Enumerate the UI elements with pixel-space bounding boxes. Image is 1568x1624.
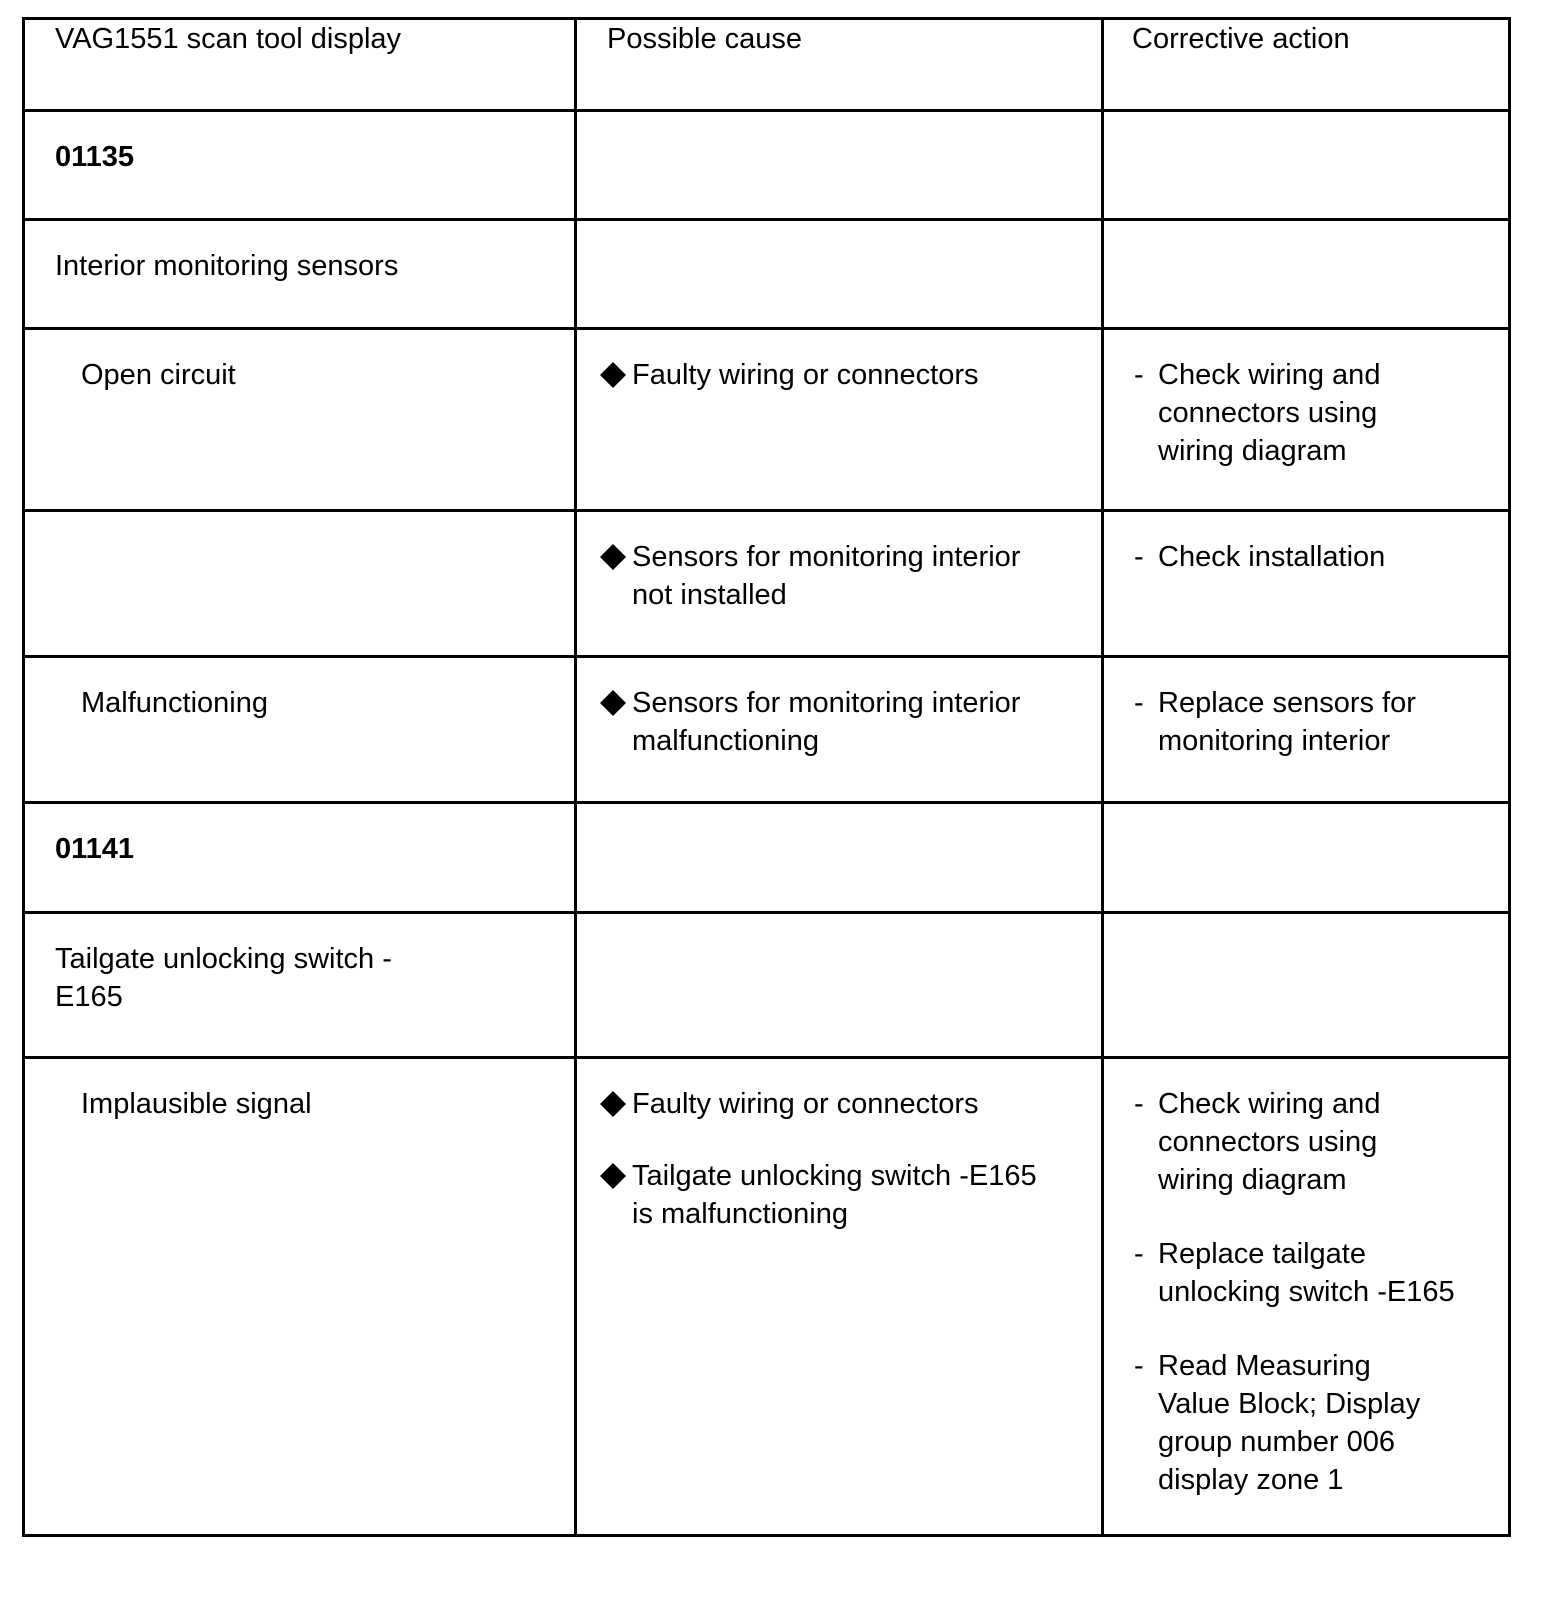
dash-icon: - [1134,359,1144,391]
cause-item: Sensors for monitoring interior malfunctioning [632,684,1081,760]
action-cell [1103,803,1510,913]
table-row [24,111,1510,220]
diamond-icon [600,1163,626,1189]
action-item: - Replace tailgate unlocking switch -E165 [1134,1235,1498,1311]
header-action: Corrective action [1103,19,1510,111]
display-cell [24,329,576,511]
header-cause: Possible cause [576,19,1103,111]
display-cell [24,657,576,803]
display-cell [24,1058,576,1536]
cause-cell [576,913,1103,1058]
table-row [24,511,1510,657]
action-item: - Check wiring and connectors using wiring diagram [1134,1085,1498,1199]
cause-item: Tailgate unlocking switch -E165 is malfunctioning [632,1157,1081,1233]
table-row [24,803,1510,913]
fault-code: 01141 [55,833,135,865]
table-row [24,1058,1510,1536]
action-item: - Check wiring and connectors using wiring diagram [1134,356,1498,470]
display-cell [24,111,576,220]
display-cell [24,913,576,1058]
action-item: - Replace sensors for monitoring interior [1134,684,1498,760]
action-item: - Read Measuring Value Block; Display group number 006 display zone 1 [1134,1347,1498,1499]
header-display: VAG1551 scan tool display [24,19,576,111]
display-cell [24,803,576,913]
cause-item: Sensors for monitoring interior not installed [632,538,1081,614]
cause-cell [576,657,1103,803]
component-name: Tailgate unlocking switch - E165 [55,943,392,1013]
dash-icon: - [1134,1238,1144,1270]
diamond-icon [600,1091,626,1117]
cause-cell [576,1058,1103,1536]
table-row [24,329,1510,511]
diamond-icon [600,690,626,716]
cause-cell [576,329,1103,511]
fault-type: Implausible signal [81,1088,312,1120]
fault-code: 01135 [55,141,135,173]
table-row [24,220,1510,329]
action-cell [1103,329,1510,511]
component-name: Interior monitoring sensors [55,250,399,282]
dash-icon: - [1134,541,1144,573]
action-cell [1103,657,1510,803]
display-cell [24,220,576,329]
action-cell [1103,220,1510,329]
dash-icon: - [1134,1350,1144,1382]
header-row [24,19,1510,111]
diagnostic-table [22,17,1511,1537]
cause-cell [576,111,1103,220]
action-cell [1103,1058,1510,1536]
dash-icon: - [1134,687,1144,719]
action-cell [1103,913,1510,1058]
dash-icon: - [1134,1088,1144,1120]
action-cell [1103,111,1510,220]
table-row [24,657,1510,803]
diamond-icon [600,544,626,570]
fault-type: Open circuit [81,359,236,391]
action-item: - Check installation [1134,538,1498,576]
display-cell [24,511,576,657]
cause-item: Faulty wiring or connectors [632,1085,1081,1123]
cause-cell [576,803,1103,913]
cause-cell [576,511,1103,657]
fault-type: Malfunctioning [81,687,268,719]
action-cell [1103,511,1510,657]
table-row [24,913,1510,1058]
cause-item: Faulty wiring or connectors [632,356,1081,394]
cause-cell [576,220,1103,329]
diamond-icon [600,362,626,388]
